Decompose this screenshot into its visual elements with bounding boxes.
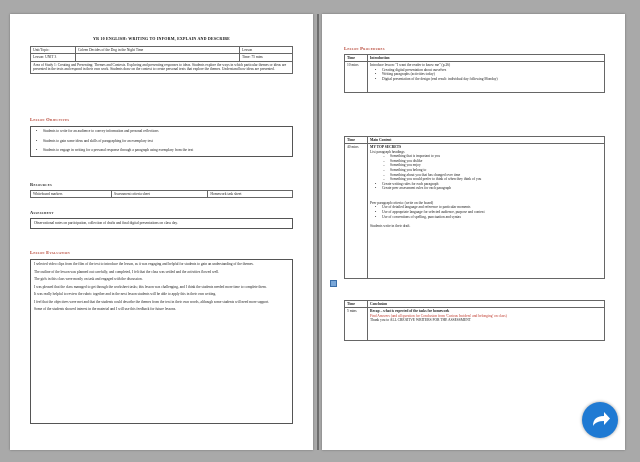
list-item: – Something you belong to <box>370 168 602 173</box>
column-header: Introduction <box>368 55 605 62</box>
assessment-heading: Assessment <box>30 210 54 215</box>
column-header: Time <box>345 137 368 144</box>
evaluation-paragraph: Some of the students showed interest in the material and I will use this feedback for future lessons. <box>34 307 177 311</box>
intro-lead: Introduce lesson: "I want the reader to know me" (p.26) <box>370 63 451 68</box>
table-row <box>345 55 605 62</box>
column-header: Conclusion <box>368 301 605 308</box>
list-item: • Students to write for an audience to convey information and personal reflections <box>31 129 292 134</box>
activity-title: MY TOP SECRETS <box>370 145 402 150</box>
thanks-line: Thank you to ALL CREATIVE WRITERS FOR THE ASSESSMENT <box>370 318 471 323</box>
resources-heading: Resources <box>30 182 53 187</box>
share-arrow-icon[interactable] <box>582 402 618 438</box>
column-header: Time <box>345 55 368 62</box>
evaluation-paragraph: I feel that the objectives were met and that the students could describe the themes from the text in their own words, although some students will need more support. <box>34 299 270 304</box>
conclusion-table <box>344 300 605 341</box>
aim-text: Area of Study 1: Creating and Presenting: Themes and Contexts. Exploring and presenting responses to ideas. Students explore the ways in which particular themes or ideas are presented in the texts and respond in their own work. Students draw on the context to create personal texts that explore the themes. Understand how ideas are presented. <box>31 61 293 73</box>
list-item: – Something you dislike <box>370 159 602 164</box>
info-value: Coleen Decides of the Dog in the Night Time <box>76 47 240 54</box>
info-label: Unit/Topic: <box>31 47 76 54</box>
info-label: Lesson: UNIT 3 <box>31 54 76 61</box>
resource-cell: Whiteboard markers <box>31 191 112 198</box>
evaluation-paragraph: The girls in this class were mostly on task and engaged with the discussion. <box>34 277 143 281</box>
document-page-right <box>322 14 625 450</box>
table-row <box>345 301 605 308</box>
info-extra: Time: 75 mins <box>240 54 293 61</box>
main-content <box>368 144 605 279</box>
anchor-icon[interactable] <box>330 280 337 287</box>
criteria-lead: Peer paragraph criteria: (write on the board) <box>370 200 434 205</box>
conclusion-content <box>368 308 605 341</box>
evaluation-box <box>30 259 293 424</box>
homework-line: Recap – what is expected of the tasks for homework <box>370 309 450 314</box>
table-row <box>345 144 605 279</box>
evaluation-paragraph: The outline of the lesson was planned out carefully, and completed, I felt that the class was settled and the activities flowed well. <box>34 269 220 274</box>
evaluation-heading: Lesson Evaluation <box>30 250 70 255</box>
time-cell: 10 mins <box>345 62 368 93</box>
document-page-left <box>10 14 313 450</box>
list-item: • Writing paragraphs (activities today) <box>370 72 602 77</box>
evaluation-paragraph: I selected video clips from the film of the text to introduce the lesson, as it was engaging and helpful for students to gain an understanding of the themes. <box>34 262 254 266</box>
table-row <box>31 61 293 73</box>
resource-cell: Homework task sheet <box>208 191 293 198</box>
list-item: • Students to engage in writing for a personal response through a paragraph using exemplary from the text <box>31 148 292 153</box>
info-value <box>76 54 240 61</box>
objectives-heading: Lesson Objectives <box>30 117 70 122</box>
list-item: – Something that is important to you <box>370 154 602 159</box>
table-row <box>31 54 293 61</box>
table-row <box>345 308 605 341</box>
time-cell: 40 mins <box>345 144 368 279</box>
info-extra: Lesson <box>240 47 293 54</box>
list-item: • Creating digital presentation about ourselves <box>370 68 602 73</box>
evaluation-paragraph: It was really helpful to review the rubric together and in the next lesson students will be able to apply this in their own writing. <box>34 292 217 296</box>
objectives-box <box>30 126 293 157</box>
intro-content <box>368 62 605 93</box>
list-item: • Create peer assessment rules for each paragraph <box>370 186 602 191</box>
activity-lead: List paragraph headings <box>370 149 405 154</box>
intro-table <box>344 54 605 93</box>
column-header: Main Content <box>368 137 605 144</box>
share-arrow-glyph <box>582 402 618 438</box>
list-item: • Digital presentation of the design (end result: individual day following Monday) <box>370 77 602 82</box>
final-line: Find Answers (and all question for Conclusion from 'Curious Incident' and belonging' on class) <box>370 313 507 318</box>
evaluation-paragraph: I was pleased that the class managed to get through the worksheet tasks; this lesson was challenging, and I think the students needed more time to complete them. <box>34 284 267 289</box>
page-title: YR 10 ENGLISH: WRITING TO INFORM, EXPLAIN AND DESCRIBE <box>93 36 230 41</box>
list-item: – Something you enjoy <box>370 163 602 168</box>
list-item: • Students to gain some ideas and skills of paragraphing for an exemplary text <box>31 139 292 144</box>
table-row <box>31 191 293 198</box>
list-item: • Use of detailed language and reference to particular moments <box>370 205 602 210</box>
list-item: • Use of appropriate language for selected audience, purpose and context <box>370 210 602 215</box>
resources-table <box>30 190 293 198</box>
list-item: – Something you would prefer to think of when they think of you <box>370 177 602 182</box>
table-row <box>345 62 605 93</box>
table-row <box>345 137 605 144</box>
main-table <box>344 136 605 279</box>
closing-note: Students write in their draft. <box>370 224 411 229</box>
list-item: – Something about you that has changed over time <box>370 173 602 178</box>
column-header: Time <box>345 301 368 308</box>
page-gutter <box>317 14 319 450</box>
info-table <box>30 46 293 74</box>
list-item: • Use of conventions of spelling, punctuation and syntax <box>370 215 602 220</box>
table-row <box>31 47 293 54</box>
procedures-heading: Lesson Procedures <box>344 46 385 51</box>
list-item: • Create writing rules for each paragraph <box>370 182 602 187</box>
resource-cell: Assessment criteria sheet <box>111 191 208 198</box>
assessment-box: Observational notes on participation, collection of drafts and final digital presentations on class day. <box>30 218 293 229</box>
time-cell: 5 mins <box>345 308 368 341</box>
